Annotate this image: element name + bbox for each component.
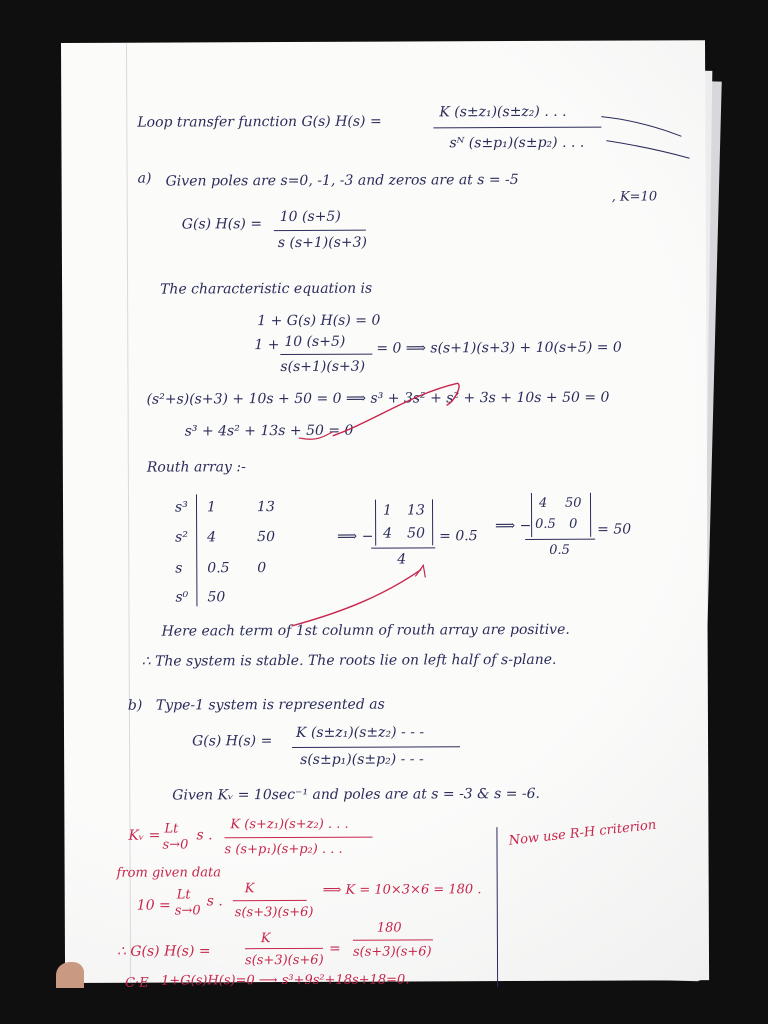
routh-cell: 50 bbox=[257, 529, 276, 546]
eq10-s: s . bbox=[206, 893, 223, 910]
header-denominator: sᴺ (s±p₁)(s±p₂) . . . bbox=[449, 134, 585, 152]
routh-row-label: s³ bbox=[174, 499, 188, 516]
routh-cell: 1 bbox=[206, 499, 216, 516]
eq2-numerator: 10 (s+5) bbox=[284, 333, 346, 351]
calc1-prefix: ⟹ − bbox=[337, 528, 374, 545]
routh-cell: 13 bbox=[256, 499, 275, 516]
kv-denominator: s (s+p₁)(s+p₂) . . . bbox=[224, 841, 343, 858]
part-a-k-value: , K=10 bbox=[611, 189, 658, 205]
calc1-m11: 1 bbox=[383, 502, 393, 519]
eq2-denominator: s(s+1)(s+3) bbox=[280, 358, 366, 376]
b-gh-denominator: s(s±p₁)(s±p₂) - - - bbox=[300, 751, 424, 768]
part-a-given: Given poles are s=0, -1, -3 and zeros are at s = -5 bbox=[165, 172, 519, 190]
calc2-m12: 50 bbox=[564, 495, 582, 511]
calc2-m21: 0.5 bbox=[535, 516, 556, 532]
calc2-prefix: ⟹ − bbox=[495, 517, 532, 535]
routh-row-label: s bbox=[175, 560, 183, 577]
eq10-numerator: K bbox=[244, 881, 255, 897]
red-check-mark bbox=[332, 383, 459, 436]
part-b-intro: Type-1 system is represented as bbox=[155, 696, 385, 714]
calc2-denominator: 0.5 bbox=[549, 542, 570, 558]
calc1-m21: 4 bbox=[383, 525, 393, 542]
eq2-rhs: = 0 ⟹ s(s+1)(s+3) + 10(s+5) = 0 bbox=[376, 339, 622, 357]
kv-limit-lt: Lt bbox=[164, 821, 179, 837]
from-given-data: from given data bbox=[116, 865, 222, 881]
red-underline-stroke bbox=[299, 432, 333, 439]
routh-cell: 4 bbox=[207, 529, 217, 546]
routh-cell: 0.5 bbox=[207, 560, 230, 577]
ce-equation: 1+G(s)H(s)=0 ⟶ s³+9s²+18s+18=0. bbox=[161, 972, 410, 989]
routh-cell: 0 bbox=[257, 560, 267, 577]
kv-limit-sub: s→0 bbox=[162, 837, 189, 853]
eq1: 1 + G(s) H(s) = 0 bbox=[257, 312, 381, 330]
thumb bbox=[56, 962, 84, 988]
eq10-limit-sub: s→0 bbox=[174, 903, 201, 919]
a-gh-denominator: s (s+1)(s+3) bbox=[277, 234, 368, 252]
side-note: Now use R-H criterion bbox=[508, 817, 657, 849]
eq3: (s²+s)(s+3) + 10s + 50 = 0 ⟹ s³ + 3s² + s² + 3s + 10s + 50 = 0 bbox=[146, 389, 610, 408]
notebook-page bbox=[61, 40, 709, 991]
calc1-denominator: 4 bbox=[397, 551, 407, 568]
kv-numerator: K (s+z₁)(s+z₂) . . . bbox=[230, 816, 349, 833]
gh2-denominator-2: s(s+3)(s+6) bbox=[352, 944, 432, 960]
char-eq-text: The characteristic equation is bbox=[160, 280, 373, 298]
eq2-lhs: 1 + bbox=[254, 337, 280, 354]
routh-title: Routh array :- bbox=[146, 459, 246, 476]
calc1-m22: 50 bbox=[407, 525, 426, 542]
conclusion-2: ∴ The system is stable. The roots lie on left half of s-plane. bbox=[141, 651, 557, 670]
gh2-numerator-2: 180 bbox=[376, 920, 402, 936]
header-numerator: K (s±z₁)(s±z₂) . . . bbox=[439, 103, 567, 121]
header-label: Loop transfer function G(s) H(s) = bbox=[137, 113, 382, 131]
header-trail-stroke bbox=[606, 140, 689, 158]
red-check-tip bbox=[415, 565, 425, 577]
eq10-limit-lt: Lt bbox=[176, 887, 191, 903]
part-b-given: Given Kᵥ = 10sec⁻¹ and poles are at s = -3 & s = -6. bbox=[172, 785, 541, 804]
b-gh-numerator: K (s±z₁)(s±z₂) - - - bbox=[295, 724, 425, 741]
eq10-denominator: s(s+3)(s+6) bbox=[234, 904, 314, 921]
k-result: ⟹ K = 10×3×6 = 180 . bbox=[322, 882, 482, 898]
ce-label: C·E bbox=[125, 975, 149, 991]
a-gh-label: G(s) H(s) = bbox=[181, 216, 263, 233]
routh-row-label: s⁰ bbox=[175, 589, 189, 606]
calc1-m12: 13 bbox=[407, 502, 425, 519]
eq10-lhs: 10 = bbox=[136, 897, 171, 914]
header-trail-stroke bbox=[601, 116, 681, 136]
calc2-result: = 50 bbox=[597, 521, 632, 538]
routh-row-label: s² bbox=[175, 529, 188, 546]
gh2-equals: = bbox=[328, 940, 341, 957]
gh2-lhs: ∴ G(s) H(s) = bbox=[116, 943, 211, 960]
part-b-marker: b) bbox=[127, 697, 143, 714]
a-gh-numerator: 10 (s+5) bbox=[279, 208, 341, 226]
kv-label: Kᵥ = bbox=[128, 827, 161, 844]
conclusion-1: Here each term of 1st column of routh array are positive. bbox=[161, 621, 570, 640]
eq4: s³ + 4s² + 13s + 50 = 0 bbox=[184, 422, 354, 440]
ink-strokes bbox=[61, 40, 709, 983]
calc2-m11: 4 bbox=[538, 495, 548, 511]
routh-cell: 50 bbox=[207, 589, 226, 606]
calc1-result: = 0.5 bbox=[439, 528, 478, 545]
kv-s: s . bbox=[196, 827, 213, 844]
gh2-denominator: s(s+3)(s+6) bbox=[244, 952, 324, 969]
calc2-m22: 0 bbox=[569, 516, 578, 532]
red-check-mark bbox=[291, 569, 421, 626]
gh2-numerator: K bbox=[260, 931, 271, 947]
b-gh-label: G(s) H(s) = bbox=[192, 733, 273, 750]
part-a-marker: a) bbox=[137, 170, 152, 187]
